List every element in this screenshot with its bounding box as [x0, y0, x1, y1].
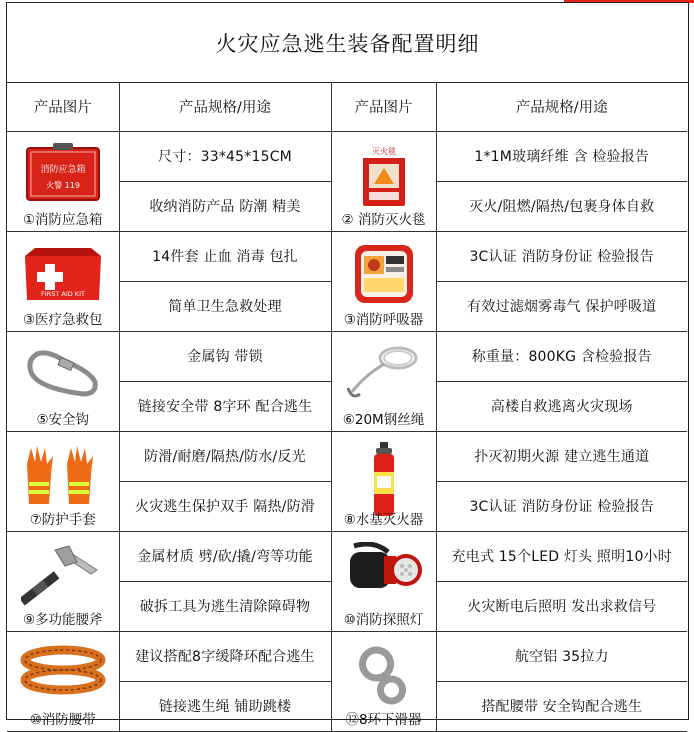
table-header-row [7, 83, 687, 131]
product-caption: ② 消防灭火毯 [341, 211, 426, 228]
spec-cell: 搭配腰带 安全钩配合逃生 [436, 681, 687, 731]
emergency-box-icon [25, 142, 101, 204]
respirator-icon [352, 242, 416, 306]
product-caption: ⑫8环下滑器 [345, 711, 422, 728]
box-label-text-2: 火警 119 [45, 180, 80, 190]
axe-icon [21, 542, 105, 606]
spec-cell: 链接逃生绳 铺助跳楼 [119, 681, 331, 731]
product-caption: ⑨多功能腰斧 [22, 611, 103, 628]
product-caption: ①消防应急箱 [22, 211, 103, 228]
product-caption: ⑦防护手套 [29, 511, 96, 528]
product-cell-descender [331, 631, 436, 731]
belt-icon [20, 642, 106, 698]
product-cell-carabiner [7, 331, 119, 431]
spec-cell: 防滑/耐磨/隔热/防水/反光 [119, 431, 331, 481]
spec-cell: 火灾断电后照明 发出求救信号 [436, 581, 687, 631]
page-title: 火灾应急逃生装备配置明细 [7, 3, 688, 83]
product-caption: ⑤安全钩 [36, 411, 90, 428]
header-left-image: 产品图片 [7, 83, 119, 131]
header-left-spec: 产品规格/用途 [119, 83, 331, 131]
spec-cell: 链接安全带 8字环 配合逃生 [119, 381, 331, 431]
product-cell-rope [331, 331, 436, 431]
box-label-text: 消防应急箱 [40, 164, 86, 175]
spec-cell: 1*1M玻璃纤维 含 检验报告 [436, 131, 687, 181]
product-caption: ⑥20M钢丝绳 [342, 411, 425, 428]
product-cell-extinguisher [331, 431, 436, 531]
spec-cell: 火灾逃生保护双手 隔热/防滑 [119, 481, 331, 531]
table-row [7, 331, 687, 381]
spec-cell: 扑灭初期火源 建立逃生通道 [436, 431, 687, 481]
product-cell-fire-blanket [331, 131, 436, 231]
product-cell-searchlight [331, 531, 436, 631]
product-cell-axe [7, 531, 119, 631]
spec-cell: 高楼自救逃离火灾现场 [436, 381, 687, 431]
product-cell-emergency-box [7, 131, 119, 231]
product-caption: ⑩消防探照灯 [343, 611, 424, 628]
equipment-table [7, 83, 687, 732]
spec-cell: 有效过滤烟雾毒气 保护呼吸道 [436, 281, 687, 331]
product-cell-gloves [7, 431, 119, 531]
gloves-icon [21, 442, 105, 508]
product-caption: ⑩消防腰带 [29, 711, 96, 728]
spec-cell: 灭火/阻燃/隔热/包裹身体自救 [436, 181, 687, 231]
table-row [7, 631, 687, 681]
searchlight-icon [344, 542, 424, 602]
pack-label-text: 灭火毯 [371, 146, 396, 156]
extinguisher-icon [369, 442, 399, 518]
table-row [7, 231, 687, 281]
spec-cell: 破拆工具为逃生清除障碍物 [119, 581, 331, 631]
header-right-image: 产品图片 [331, 83, 436, 131]
fire-blanket-icon [360, 142, 408, 208]
product-cell-respirator [331, 231, 436, 331]
spec-cell: 尺寸：33*45*15CM [119, 131, 331, 181]
header-right-spec: 产品规格/用途 [436, 83, 687, 131]
spec-cell: 收纳消防产品 防潮 精美 [119, 181, 331, 231]
first-aid-kit-icon [21, 242, 105, 302]
spec-cell: 建议搭配8字缓降环配合逃生 [119, 631, 331, 681]
product-cell-belt [7, 631, 119, 731]
carabiner-icon [23, 342, 103, 402]
spec-cell: 金属钩 带锁 [119, 331, 331, 381]
product-caption: ③医疗急救包 [22, 311, 103, 328]
figure-eight-descender-icon [354, 642, 414, 712]
table-row [7, 131, 687, 181]
spec-cell: 充电式 15个LED 灯头 照明10小时 [436, 531, 687, 581]
product-caption: ③消防呼吸器 [343, 311, 424, 328]
rope-icon [344, 342, 424, 408]
spec-cell: 简单卫生急救处理 [119, 281, 331, 331]
equipment-sheet [6, 2, 689, 728]
product-caption: ⑧水基灭火器 [343, 511, 424, 528]
product-cell-first-aid [7, 231, 119, 331]
spec-cell: 14件套 止血 消毒 包扎 [119, 231, 331, 281]
kit-label-text: FIRST AID KIT [40, 289, 85, 298]
spec-cell: 金属材质 劈/砍/撬/弯等功能 [119, 531, 331, 581]
spec-cell: 3C认证 消防身份证 检验报告 [436, 481, 687, 531]
spec-cell: 称重量：800KG 含检验报告 [436, 331, 687, 381]
spec-cell: 航空铝 35拉力 [436, 631, 687, 681]
table-row [7, 431, 687, 481]
spec-cell: 3C认证 消防身份证 检验报告 [436, 231, 687, 281]
table-row [7, 531, 687, 581]
